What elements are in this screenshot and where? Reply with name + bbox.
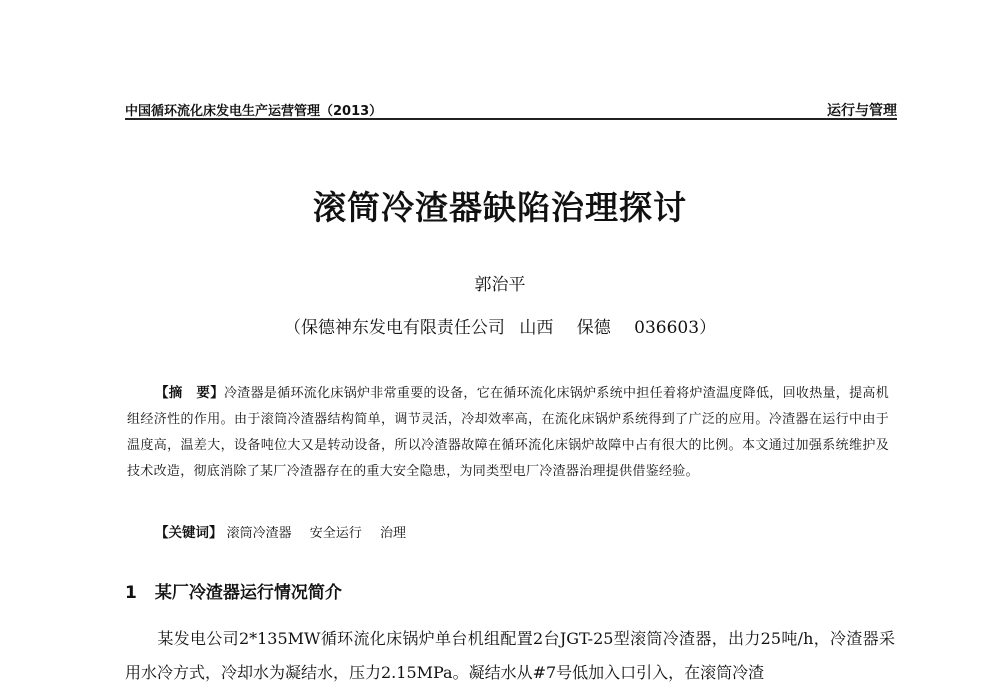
affiliation-close-paren: ）	[699, 318, 717, 338]
running-header	[125, 98, 897, 120]
abstract-text: 冷渣器是循环流化床锅炉非常重要的设备，它在循环流化床锅炉系统中担任着将炉渣温度降低，回收热量，提高机组经济性的作用。由于滚筒冷渣器结构简单，调节灵活，冷却效率高，在流化床锅炉系统得到了广泛的应用。冷渣器在运行中由于温度高，温差大，设备吨位大又是转动设备，所以冷渣器故障在循环流化床锅炉故障中占有很大的比例。本文通过加强系统维护及技术改造，彻底消除了某厂冷渣器存在的重大安全隐患，为同类型电厂冷渣器治理提供借鉴经验。	[127, 386, 890, 479]
keyword-1: 滚筒冷渣器	[226, 526, 292, 541]
keyword-2: 安全运行	[309, 526, 362, 541]
section-1-paragraph-text: 某发电公司2*135MW循环流化床锅炉单台机组配置2台JGT-25型滚筒冷渣器，出力25吨/h，冷渣器采用水冷方式，冷却水为凝结水，压力2.15MPa。凝结水从#7号低加入口引入，在滚筒冷渣	[125, 629, 895, 682]
section-1-title: 某厂冷渣器运行情况简介	[154, 583, 342, 603]
affiliation-org: 保德神东发电有限责任公司	[300, 318, 505, 338]
keyword-3: 治理	[379, 526, 406, 541]
abstract-label: 【摘 要】	[155, 385, 224, 401]
affiliation-province: 山西	[519, 318, 554, 338]
section-1-number: 1	[125, 583, 137, 603]
author-affiliation	[0, 313, 1000, 338]
author-name: 郭治平	[474, 275, 526, 295]
section-1-heading	[125, 578, 342, 603]
affiliation-city: 保德	[576, 318, 611, 338]
journal-title: 中国循环流化床发电生产运营管理（2013）	[125, 104, 383, 119]
section-name: 运行与管理	[827, 103, 897, 119]
keywords-label: 【关键词】	[155, 525, 223, 541]
affiliation-open-paren: （	[283, 318, 301, 338]
abstract	[127, 380, 889, 485]
keywords	[155, 520, 895, 547]
article-title: 滚筒冷渣器缺陷治理探讨	[313, 188, 687, 227]
affiliation-postcode: 036603	[634, 318, 700, 338]
